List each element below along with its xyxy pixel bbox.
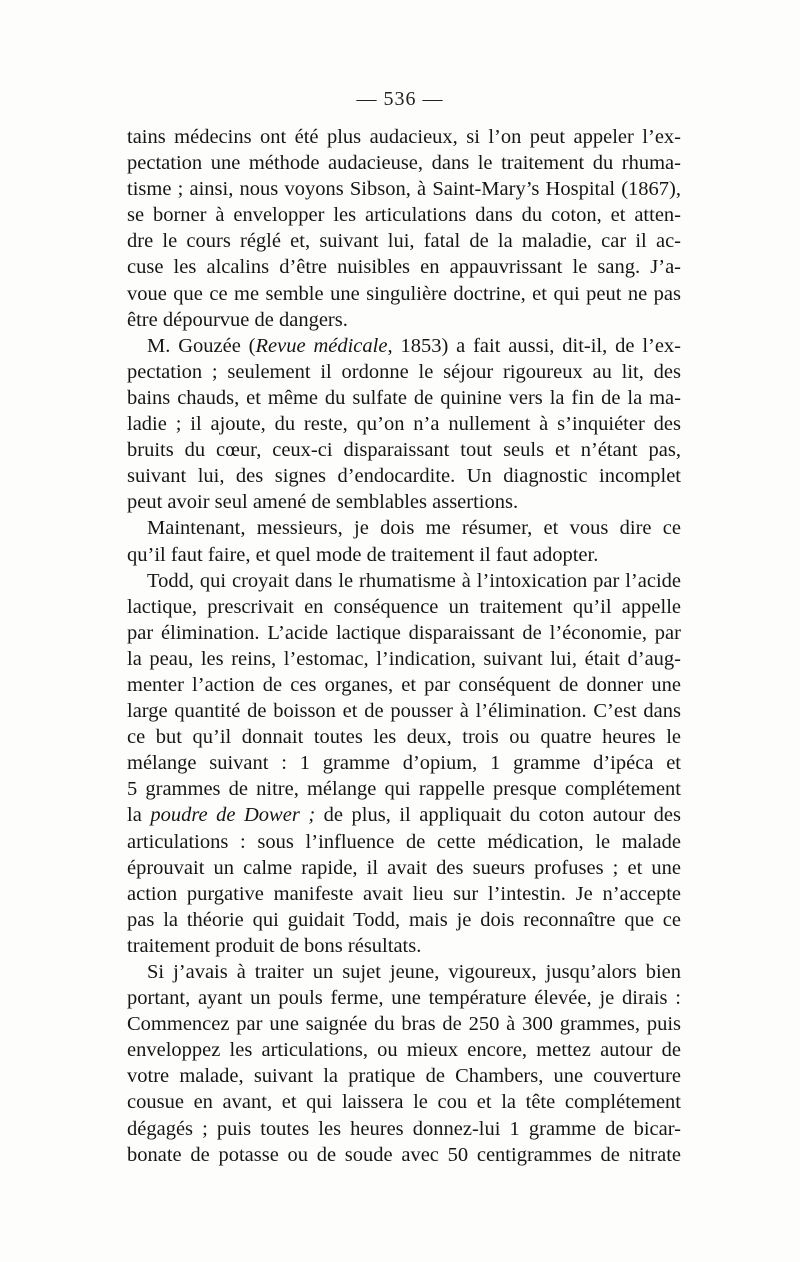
text-line: pectation ; seulement il ordonne le séjour rigoureux au lit, des [127,360,681,383]
text-line: la peau, les reins, l’estomac, l’indication, suivant lui, était d’aug- [127,647,681,670]
text-line: Todd, qui croyait dans le rhumatisme à l’intoxication par l’acide [147,569,681,592]
text-line: qu’il faut faire, et quel mode de traitement il faut adopter. [127,543,599,566]
text-line: mélange suivant : 1 gramme d’opium, 1 gramme d’ipéca et [127,752,681,775]
text-line: articulations : sous l’influence de cette médication, le malade [127,830,681,853]
text-line: peut avoir seul amené de semblables assertions. [127,491,519,514]
page-number: — 536 — [356,88,444,110]
text-line: menter l’action de ces organes, et par conséquent de donner une [127,673,681,696]
text-line: tains médecins ont été plus audacieux, si l’on peut appeler l’ex- [127,126,681,148]
body-text [127,124,681,1168]
italic-title: Revue médicale [255,334,388,357]
text-line: Si j’avais à traiter un sujet jeune, vigoureux, jusqu’alors bien [147,961,681,983]
text-line: Maintenant, messieurs, je dois me résumer, et vous dire ce [147,517,681,540]
text-line: bruits du cœur, ceux-ci disparaissant tout seuls et n’étant pas, [127,439,681,462]
text-fragment: M. Gouzée ( [147,334,256,357]
text-line: 5 grammes de nitre, mélange qui rappelle presque complétement [127,778,681,801]
text-line: cuse les alcalins d’être nuisibles en appauvrissant le sang. J’a- [127,256,681,279]
text-line: se borner à envelopper les articulations dans du coton, et atten- [127,204,681,227]
text-line: tisme ; ainsi, nous voyons Sibson, à Saint-Mary’s Hospital (1867), [127,178,681,201]
text-line: Commencez par une saignée du bras de 250 à 300 grammes, puis [127,1013,681,1036]
text-line: suivant lui, des signes d’endocardite. Un diagnostic incomplet [127,465,681,488]
text-line: enveloppez les articulations, ou mieux encore, mettez autour de [127,1039,681,1062]
text-line [127,802,681,828]
text-line: portant, ayant un pouls ferme, une température élevée, je dirais : [127,987,681,1010]
text-line: dégagés ; puis toutes les heures donnez-lui 1 gramme de bicar- [127,1117,681,1140]
text-line: par élimination. L’acide lactique disparaissant de l’économie, par [127,621,681,644]
text-line: lactique, prescrivait en conséquence un traitement qu’il appelle [127,595,681,618]
text-line: large quantité de boisson et de pousser à l’élimination. C’est dans [127,700,681,723]
italic-term: poudre de Dower ; [150,804,316,827]
text-line: traitement produit de bons résultats. [127,934,422,957]
text-line: ce but qu’il donnait toutes les deux, trois ou quatre heures le [127,726,681,749]
text-line: action purgative manifeste avait lieu sur l’intestin. Je n’accepte [127,882,681,905]
text-line: dre le cours réglé et, suivant lui, fatal de la maladie, car il ac- [127,230,681,253]
text-fragment: la [127,804,151,827]
text-line: voue que ce me semble une singulière doctrine, et qui peut ne pas [127,282,681,305]
text-line: éprouvait un calme rapide, il avait des sueurs profuses ; et une [127,856,681,879]
text-line: bains chauds, et même du sulfate de quinine vers la fin de la ma- [127,386,681,409]
text-line [127,333,681,359]
text-line: pectation une méthode audacieuse, dans le traitement du rhuma- [127,152,681,175]
text-line: votre malade, suivant la pratique de Chambers, une couverture [127,1065,681,1088]
text-fragment: , 1853) a fait aussi, dit-il, de l’ex- [387,334,682,357]
text-line: ladie ; il ajoute, du reste, qu’on n’a nullement à s’inquiéter des [127,413,681,436]
text-line: pas la théorie qui guidait Todd, mais je dois reconnaître que ce [127,908,681,931]
text-fragment: de plus, il appliquait du coton autour des [315,804,682,827]
text-line: être dépourvue de dangers. [127,308,348,331]
text-line: bonate de potasse ou de soude avec 50 centigrammes de nitrate [127,1143,681,1166]
text-line: cousue en avant, et qui laissera le cou et la tête complétement [127,1091,681,1114]
